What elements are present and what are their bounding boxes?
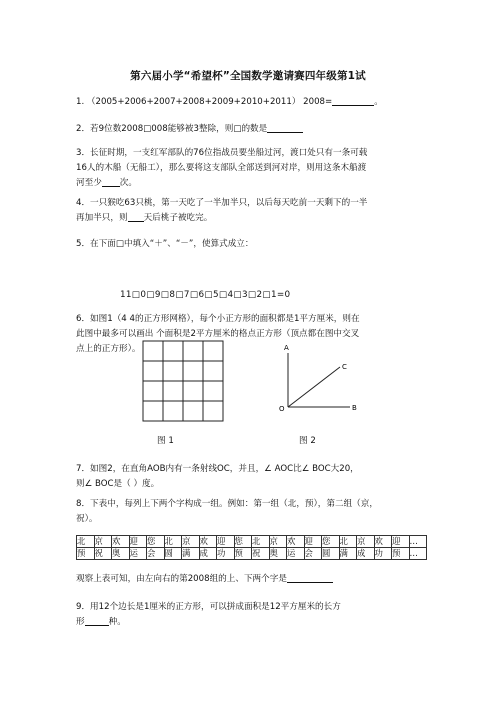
- table-cell: 运: [287, 548, 305, 560]
- question-7-line: 7．如图2，在直角AOB内有一条射线OC，并且，∠ AOC比∠ BOC大20，: [76, 464, 359, 474]
- question-8-line: 8．下表中，每列上下两个字构成一组。例如：第一组（北，预），第二组（京，: [76, 499, 378, 509]
- table-cell: 欢: [199, 536, 217, 548]
- table-cell: 会: [304, 548, 322, 560]
- question-3: [76, 146, 432, 191]
- question-6-line: 6．如图1（4 4的正方形网格），每个小正方形的面积都是1平方厘米，则在: [76, 314, 360, 324]
- table-cell: 您: [322, 536, 340, 548]
- table-cell: 圆: [322, 548, 340, 560]
- answer-blank: [102, 176, 120, 187]
- table-cell: 迎: [304, 536, 322, 548]
- table-cell: 奥: [269, 548, 287, 560]
- table-cell: 迎: [392, 536, 410, 548]
- table-cell: 满: [339, 548, 357, 560]
- question-8: [76, 497, 432, 527]
- question-9-line: 9．用12个边长是1厘米的正方形，可以拼成面积是12平方厘米的长方: [76, 602, 341, 612]
- figure-1-caption: 图 1: [157, 436, 174, 446]
- label-c: C: [342, 363, 347, 371]
- answer-blank: [332, 95, 374, 106]
- question-8-line: 祝）。: [76, 514, 98, 524]
- question-5-text: 5．在下面□中填入“＋”、“－”，使算式成立：: [76, 239, 254, 249]
- table-cell: …: [409, 536, 427, 548]
- table-cell: 迎: [129, 536, 147, 548]
- answer-blank: [287, 572, 333, 583]
- question-6-line: 点上的正方形）。: [76, 344, 141, 354]
- table-cell: 功: [374, 548, 392, 560]
- table-cell: 您: [147, 536, 165, 548]
- question-3-line: 河至少: [76, 178, 102, 188]
- question-2: [76, 122, 432, 137]
- table-cell: 北: [164, 536, 182, 548]
- question-9-line-end: 种。: [108, 617, 126, 627]
- answer-blank: [85, 615, 109, 626]
- question-9: [76, 600, 432, 630]
- question-4-line: 再加半只，则: [76, 213, 128, 223]
- table-cell: 满: [182, 548, 200, 560]
- question-4-line: 4．一只猴吃63只桃，第一天吃了一半加半只，以后每天吃前一天剩下的一半: [76, 198, 368, 208]
- figure-1-grid: [140, 338, 230, 428]
- table-cell: 祝: [252, 548, 270, 560]
- table-cell: 北: [77, 536, 95, 548]
- question-8-followup-text: 观察上表可知，由左向右的第2008组的上、下两个字是: [76, 574, 287, 584]
- question-7: [76, 462, 432, 492]
- question-3-line: 16人的木船（无船工），那么要将这支部队全部送到河对岸，则用这条木船渡: [76, 163, 367, 173]
- question-1-end: 。: [374, 97, 383, 107]
- figure-2-angle: [278, 340, 368, 420]
- table-cell: 预: [234, 548, 252, 560]
- question-3-line-end: 次。: [119, 178, 137, 188]
- table-row-bottom: [77, 548, 427, 560]
- question-3-line: 3．长征时期，一支红军部队的76位指战员要坐船过河，渡口处只有一条可载: [76, 148, 368, 158]
- table-cell: …: [409, 548, 427, 560]
- table-cell: 欢: [112, 536, 130, 548]
- question-8-followup: [76, 572, 432, 587]
- table-cell: 北: [339, 536, 357, 548]
- table-cell: 欢: [287, 536, 305, 548]
- table-cell: 欢: [374, 536, 392, 548]
- table-cell: 京: [269, 536, 287, 548]
- question-5: [76, 237, 432, 252]
- table-cell: 功: [217, 548, 235, 560]
- table-cell: 您: [234, 536, 252, 548]
- question-4: [76, 196, 432, 226]
- question-7-line: 则∠ BOC是（ ）度。: [76, 479, 160, 489]
- figure-2-caption: 图 2: [299, 436, 316, 446]
- question-2-text: 2．若9位数2008□008能够被3整除，则□的数是: [76, 124, 268, 134]
- table-cell: 预: [392, 548, 410, 560]
- question-5-equation: 11□0□9□8□7□6□5□4□3□2□1=0: [120, 290, 291, 300]
- table-row-top: [77, 536, 427, 548]
- table-cell: 北: [252, 536, 270, 548]
- question-6: [76, 312, 432, 357]
- question-1-text: 1. （2005+2006+2007+2008+2009+2010+2011） 2008=: [76, 97, 333, 107]
- label-b: B: [352, 404, 357, 412]
- character-table: [76, 535, 427, 560]
- table-cell: 奥: [112, 548, 130, 560]
- table-cell: 预: [77, 548, 95, 560]
- table-cell: 运: [129, 548, 147, 560]
- table-cell: 京: [357, 536, 375, 548]
- label-o: O: [279, 405, 285, 413]
- page-title: 第六届小学“希望杯”全国数学邀请赛四年级第1试: [130, 70, 366, 82]
- question-6-line: 此图中最多可以画出 个面积是2平方厘米的格点正方形（顶点都在图中交叉: [76, 329, 360, 339]
- question-1: [76, 95, 432, 110]
- table-cell: 京: [182, 536, 200, 548]
- question-4-line-end: 天后桃子被吃完。: [143, 213, 213, 223]
- table-cell: 成: [357, 548, 375, 560]
- answer-blank: [267, 122, 303, 133]
- table-cell: 成: [199, 548, 217, 560]
- table-cell: 会: [147, 548, 165, 560]
- table-cell: 祝: [94, 548, 112, 560]
- answer-blank: [128, 211, 144, 222]
- ray-oc: [288, 367, 340, 407]
- question-9-line: 形: [76, 617, 85, 627]
- label-a: A: [284, 344, 289, 352]
- table-cell: 迎: [217, 536, 235, 548]
- table-cell: 圆: [164, 548, 182, 560]
- table-cell: 京: [94, 536, 112, 548]
